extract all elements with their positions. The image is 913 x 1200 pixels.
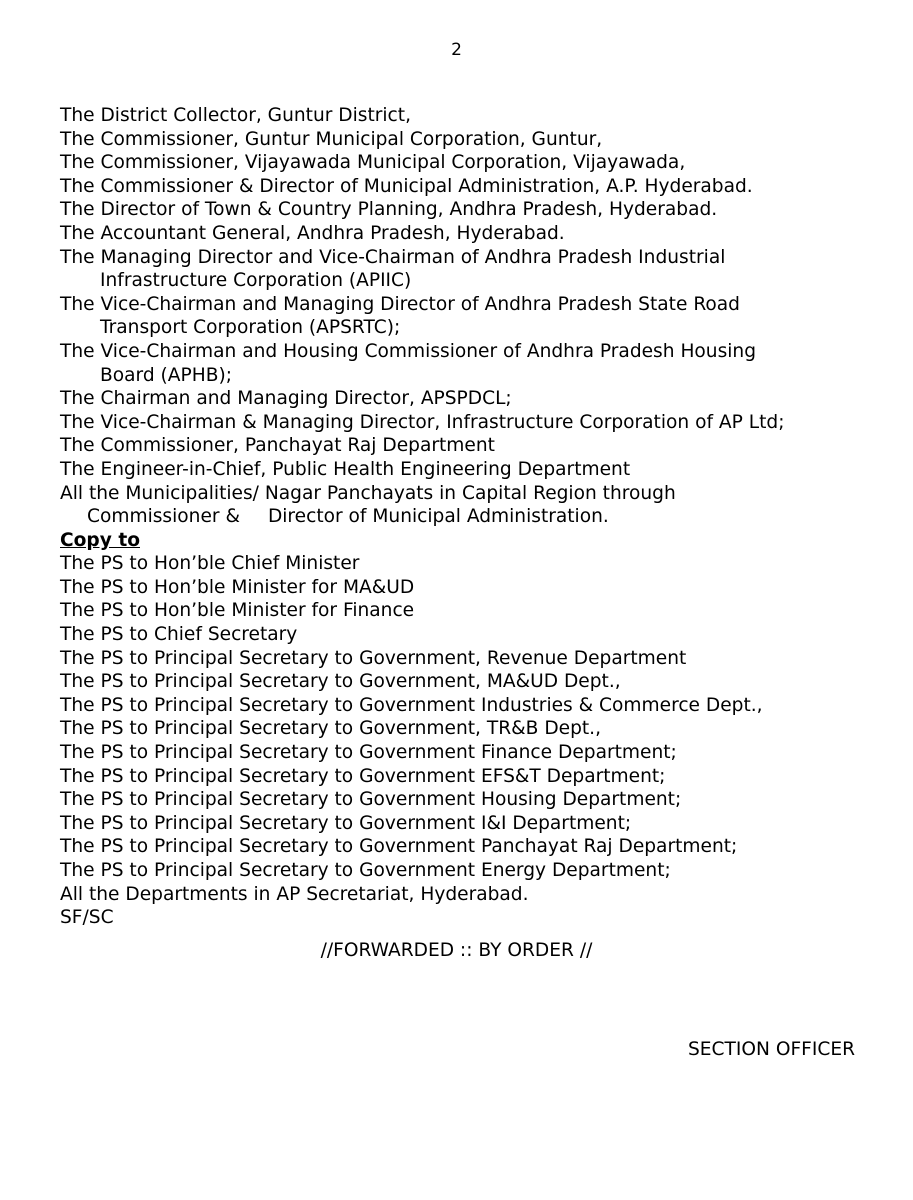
copy-to-line: The PS to Principal Secretary to Government Finance Department; (60, 742, 677, 764)
addressee-line-continuation: Board (APHB); (100, 364, 232, 386)
addressee-fragment: Commissioner & (87, 506, 240, 528)
addressee-line: The Commissioner, Panchayat Raj Department (60, 435, 495, 457)
copy-to-line: The PS to Hon’ble Minister for Finance (60, 600, 415, 622)
copy-to-line: The PS to Principal Secretary to Government Panchayat Raj Department; (60, 836, 738, 858)
addressee-fragment: Director of Municipal Administration. (267, 506, 609, 528)
copy-to-line: The PS to Chief Secretary (60, 624, 298, 646)
signature-section-officer: SECTION OFFICER (688, 1039, 855, 1060)
addressee-line: The Vice-Chairman and Managing Director of Andhra Pradesh State Road (60, 293, 740, 315)
copy-to-line: The PS to Principal Secretary to Government Industries & Commerce Dept., (60, 694, 763, 716)
addressee-line: The Director of Town & Country Planning, Andhra Pradesh, Hyderabad. (60, 199, 718, 221)
copy-to-line: All the Departments in AP Secretariat, Hyderabad. (60, 883, 529, 905)
copy-to-line: The PS to Principal Secretary to Government EFS&T Department; (60, 765, 666, 787)
addressee-line: The Commissioner, Guntur Municipal Corporation, Guntur, (60, 128, 603, 150)
addressee-line-continuation: Transport Corporation (APSRTC); (100, 317, 401, 339)
copy-to-line: The PS to Principal Secretary to Government, Revenue Department (60, 647, 687, 669)
copy-to-line: The PS to Principal Secretary to Government I&I Department; (60, 812, 632, 834)
copy-to-line: The PS to Principal Secretary to Government, TR&B Dept., (60, 718, 601, 740)
addressee-line: All the Municipalities/ Nagar Panchayats in Capital Region through (60, 482, 676, 504)
file-reference: SF/SC (60, 907, 114, 929)
distribution-list (60, 104, 860, 930)
addressee-line: The Vice-Chairman and Housing Commissioner of Andhra Pradesh Housing (60, 340, 757, 362)
addressee-line: The Accountant General, Andhra Pradesh, Hyderabad. (60, 222, 565, 244)
copy-to-line: The PS to Principal Secretary to Government, MA&UD Dept., (60, 671, 621, 693)
addressee-line: The District Collector, Guntur District, (60, 105, 411, 126)
addressee-line-continuation: Infrastructure Corporation (APIIC) (100, 270, 412, 292)
copy-to-line: The PS to Principal Secretary to Government Housing Department; (60, 789, 682, 811)
page-number: 2 (451, 40, 462, 60)
addressee-line-continuation (60, 505, 860, 529)
copy-to-heading: Copy to (60, 529, 140, 551)
addressee-line: The Engineer-in-Chief, Public Health Engineering Department (60, 458, 631, 480)
addressee-line: The Vice-Chairman & Managing Director, Infrastructure Corporation of AP Ltd; (60, 411, 785, 433)
copy-to-line: The PS to Hon’ble Minister for MA&UD (60, 576, 415, 598)
addressee-line: The Managing Director and Vice-Chairman of Andhra Pradesh Industrial (60, 246, 726, 268)
forwarded-by-order: //FORWARDED :: BY ORDER // (320, 940, 593, 961)
copy-to-line: The PS to Principal Secretary to Government Energy Department; (60, 860, 671, 881)
copy-to-line: The PS to Hon’ble Chief Minister (60, 553, 360, 575)
addressee-line: The Commissioner, Vijayawada Municipal Corporation, Vijayawada, (60, 152, 686, 174)
addressee-line: The Commissioner & Director of Municipal Administration, A.P. Hyderabad. (60, 175, 753, 197)
addressee-line: The Chairman and Managing Director, APSPDCL; (60, 388, 512, 410)
